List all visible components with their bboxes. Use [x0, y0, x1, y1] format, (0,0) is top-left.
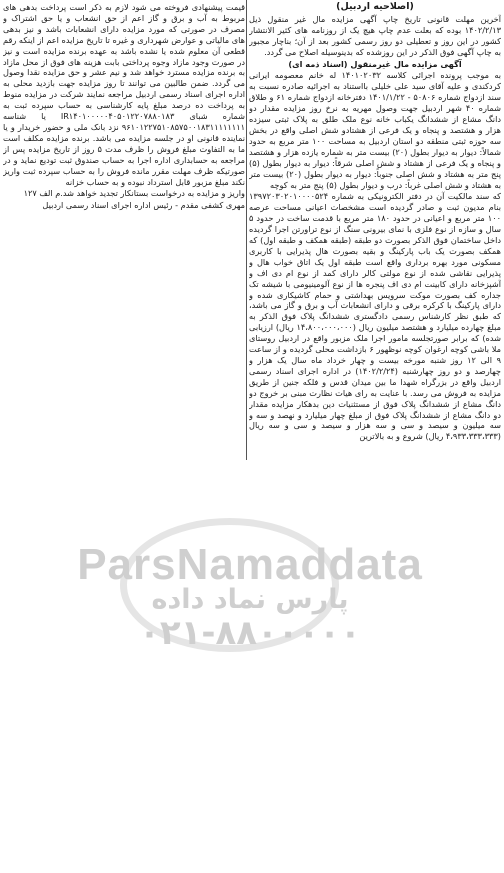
notice-left-column: [3, 2, 245, 462]
notice-title: (اصلاحیه اردبیل): [336, 2, 414, 12]
property-details: که سند مالکیت آن در دفتر الکترونیکی به شماره ۱۳۹۷۲۰۳۰۲۰۱۰۰۰۰۵۲۴ بنام مدیون ثبت و صادر گردیده است مشخصات اعیانی مساحت عرصه ۱۰۰ متر مربع و اعیانی در حدود ۱۸۰ متر مربع با قدمت ساخت در حدود ۵ سال و سازه از نوع فلزی با نمای بیرونی سنگ از نوع تراورتن اجرا گردیده داخل ساختمان فوق الذکر بصورت دو طبقه (طبقه همکف و طبقه اول) که همکف بصورت یک باب پارکینگ و بقیه بصورت هال پذیرایی با کاربری مسکونی مورد بهره برداری واقع است طبقه اول یک اتاق خواب هال و پذیرایی نقاشی شده از نوع مولتی کالر دارای کمد از نوع ام دی اف و آشپزخانه دارای کابینت ام دی اف پنجره ها از نوع آلومینیومی با شیشه تک جداره کف بصورت موکت سرویس بهداشتی و حمام کاشیکاری شده و دارای پارکینگ با کرکره برقی و دارای انشعابات آب و برق و گاز می باشد، که طبق نظر کارشناس رسمی دادگستری ششدانگ پلاک فوق الذکر به مبلغ چهارده میلیارد و هشتصد میلیون ریال (۱۴،۸۰۰،۰۰۰،۰۰۰ ریال) ارزیابی شده) که برابر صورتجلسه مامور اجرا ملک مزبور واقع در اردبیل روستای ملا باشی کوچه ارغوان کوچه نوظهور ۶ بازداشت محلی گردیده و از ساعت ۹ الی ۱۲ روز شنبه مورخه بیست و چهار خرداد ماه سال یک هزار و چهارصد و دو روز چهارشنبه (۱۴۰۲/۲/۲۴) در اداره اجرای اسناد رسمی اردبیل واقع در بزرگراه شهدا ما بین میدان قدس و فلکه جنین از طریق مزایده به فروش می رسد. با عنایت به رای هیات نظارت مبنی بر خروج دو دانگ مشاع از ششدانگ پلاک فوق از مستثنیات دین بدهکار مزایده مقدار دو دانگ مشاع از ششدانگ پلاک فوق از مبلغ چهار میلیارد و نهصد و سه و سه میلیون و سیصد و سی و سه هزار و سیصد و سی و سه ریال (۴،۹۳۳،۳۳۳،۳۳۳ ریال) شروع و به بالاترین: [249, 191, 501, 442]
correction-paragraph: آخرین مهلت قانونی تاریخ چاپ آگهی مزایده مال غیر منقول ذیل ۱۴۰۲/۲/۱۳ بوده که بعلت عدم چاپ هیچ یک از روزنامه های کثیر الانتشار کشور در این روز و تعطیلی دو روز رسمی کشور بعد از آن؛ بناچار مجبور به چاپ آگهی فوق الذکر در این روزشده که بدینوسیله اصلاح می گردد.: [249, 13, 501, 57]
notice-right-column: [249, 2, 501, 871]
reference-note: واریز و مزایده به درخواست بستانکار تجدید خواهد شد.م الف ۱۲۷: [23, 188, 245, 199]
watermark-ring: [120, 518, 339, 652]
property-description: به موجب پرونده اجرائی کلاسه ۱۴۰۱۰۲۰۳۲ له خانم معصومه ایرانی کردکندی و علیه آقای سید علی خلیلی بااستناد به اجرائیه صادره نسبت به سند ازدواج شماره ۵۰۸۰۶ - ۱۴۰۱/۱/۲۲ دفترخانه ازدواج شماره ۶۱ و طلاق شماره ۴۰ شهر اردبیل جهت وصول مهریه به نرخ روز مزایده مقدار دو دانگ مشاع از ششدانگ یکباب خانه نوع ملک طلق به پلاک ثبتی سیزده هزار و هشتصد و پنجاه و یک فرعی از هشتادو شش اصلی واقع در بخش سه حوزه ثبتی منطقه دو استان اردبیل به مساحت ۱۰۰ متر مربع به حدود شمالاً: دیوار به دیوار بطول (۲۰) بیست متر به شماره یازده هزار و هشتصد و پنجاه و یک فرعی از هشتاد و شش اصلی شرقاً: دیوار به دیوار بطول (۵) پنج متر به هشتاد و شش اصلی جنوباً: دیوار به دیوار بطول (۲۰) بیست متر به هشتاد و شش اصلی غرباً: درب و دیوار بطول (۵) پنج متر به کوچه: [249, 70, 501, 190]
signature-line: مهری کشفی مقدم - رئیس اداره اجرای اسناد رسمی اردبیل: [42, 200, 245, 211]
watermark-phone: ۰۲۱-۸۸۰۰۰۰۰: [139, 613, 361, 653]
watermark-subtitle: پارس نماد داده: [151, 584, 349, 615]
auction-subtitle: آگهی مزایده مال غیرمنقول (اسناد ذمه ای): [288, 58, 462, 69]
auction-terms: قیمت پیشنهادی فروخته می شود لازم به ذکر است پرداخت بدهی های مربوط به آب و برق و گاز اعم از حق انشعاب و یا حق اشتراک و مصرف در صورتی که مورد مزایده دارای انشعابات باشد و نیز بدهی های مالیاتی و عوارض شهرداری و غیره تا تاریخ مزایده اعم از اینکه رقم قطعی آن معلوم شده یا نشده باشد به عهده برنده مزایده است و نیز در صورت وجود مازاد وجوه پرداختی بابت هزینه های فوق از محل مازاد به برنده مزایده مسترد خواهد شد و نیم عشر و حق مزایده نقدا وصول می گردد. ضمن طالبین می توانند تا روز مزایده جهت بازدید محلی به اداره اجرای اسناد رسمی اردبیل مراجعه نمایند شرکت در مزایده منوط به پرداخت ده درصد مبلغ پایه کارشناسی به حساب سپرده ثبت به شماره شبای IR۱۴۰۱۰۰۰۰۰۴۰۵۰۱۲۲۰۷۸۸۰۱۸۳ یا شناسه ۹۶۱۰۱۲۲۷۵۱۰۸۵۷۵۰۰۱۸۳۱۱۱۱۱۱۱۱ نزد بانک ملی و حضور خریدار و یا نماینده قانونی او در جلسه مزایده می باشد. برنده مزایده مکلف است ما به التفاوت مبلغ فروش را ظرف مدت ۵ روز از تاریخ مزایده پس از مراجعه به حسابداری اداره اجرا به حساب صندوق ثبت تودیع نماید و در صورتیکه ظرف مهلت مقرر مانده فروش را به حساب سپرده ثبت واریز نکند مبلغ مزبور قابل استرداد نبوده و به حساب خزانه: [3, 2, 245, 187]
watermark-brand: ParsNamaddata: [77, 540, 423, 589]
column-divider: [246, 0, 247, 460]
